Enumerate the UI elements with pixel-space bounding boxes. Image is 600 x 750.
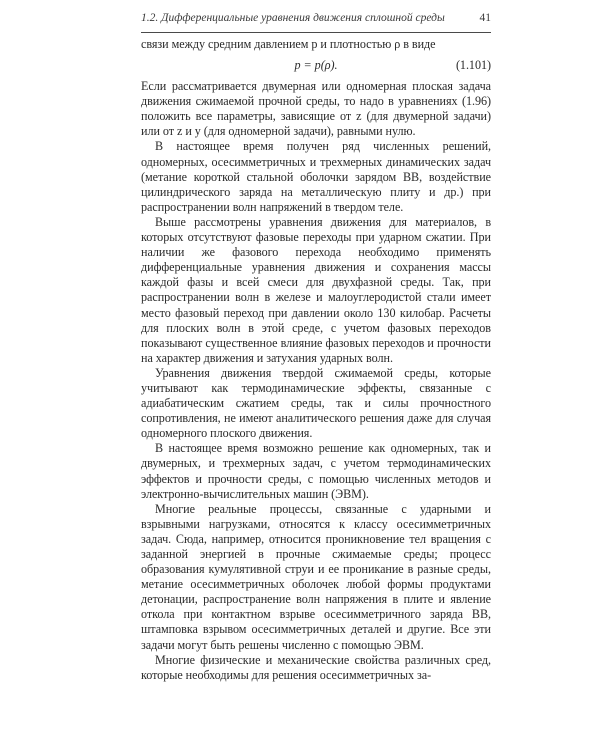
paragraph-5: В настоящее время возможно решение как одномерных, так и двумерных, и трехмерных задач, с учетом термодинамических эффектов и прочности среды, с помощью численных методов и электронно-вычислительных машин (ЭВМ). (141, 441, 491, 501)
page-body (141, 37, 491, 683)
paragraph-3: Выше рассмотрены уравнения движения для материалов, в которых отсутствуют фазовые переходы при ударном сжатии. При наличии же фазового перехода необходимо применять дифференциальные уравнения движения и сохранения массы каждой фазы и всей смеси для двухфазной среды. Так, при распространении волн в железе и малоуглеродистой стали имеет место фазовый переход при давлении около 130 килобар. Расчеты для плоских волн в этой среде, с учетом фазовых переходов показывают существенное влияние фазовых переходов и прочности на характер движения и затухания ударных волн. (141, 214, 491, 365)
page-number: 41 (479, 12, 491, 24)
intro-line: связи между средним давлением p и плотностью ρ в виде (141, 37, 436, 51)
equation-block (141, 54, 491, 78)
equation-formula: p = p(ρ). (294, 58, 338, 73)
section-title: 1.2. Дифференциальные уравнения движения сплошной среды (141, 12, 445, 24)
equation-number: (1.101) (455, 58, 491, 73)
running-header (141, 12, 491, 24)
paragraph-4: Уравнения движения твердой сжимаемой среды, которые учитывают как термодинамические эффекты, связанные с адиабатическим сжатием среды, так и силы прочностного сопротивления, не имеют аналитического решения даже для случая одномерного плоского движения. (141, 365, 491, 441)
paragraph-6: Многие реальные процессы, связанные с ударными и взрывными нагрузками, относятся к классу осесимметричных задач. Сюда, например, относится проникновение тел вращения с заданной энергией в прочные сжимаемые среды; процесс образования кумулятивной струи и ее проникание в разные среды, метание осесимметричных оболочек любой формы продуктами детонации, распространение волн напряжения в плите и явление откола при контактном взрыве осесимметричного заряда ВВ, штамповка взрывом осесимметричных деталей и другие. Все эти задачи могут быть решены численно с помощью ЭВМ. (141, 501, 491, 652)
header-rule (141, 32, 491, 33)
paragraph-1: Если рассматривается двумерная или одномерная плоская задача движения сжимаемой прочной среды, то надо в уравнениях (1.96) положить все параметры, зависящие от z (для двумерной задачи) или от z и y (для одномерной задачи), равными нулю. (141, 79, 491, 139)
paragraph-2: В настоящее время получен ряд численных решений, одномерных, осесимметричных и трехмерных динамических задач (метание короткой стальной оболочки зарядом ВВ, воздействие цилиндрического заряда на металлическую плиту и др.) при распространении волн напряжений в твердом теле. (141, 139, 491, 214)
paragraph-7: Многие физические и механические свойства различных сред, которые необходимы для решения осесимметричных за- (141, 652, 491, 682)
